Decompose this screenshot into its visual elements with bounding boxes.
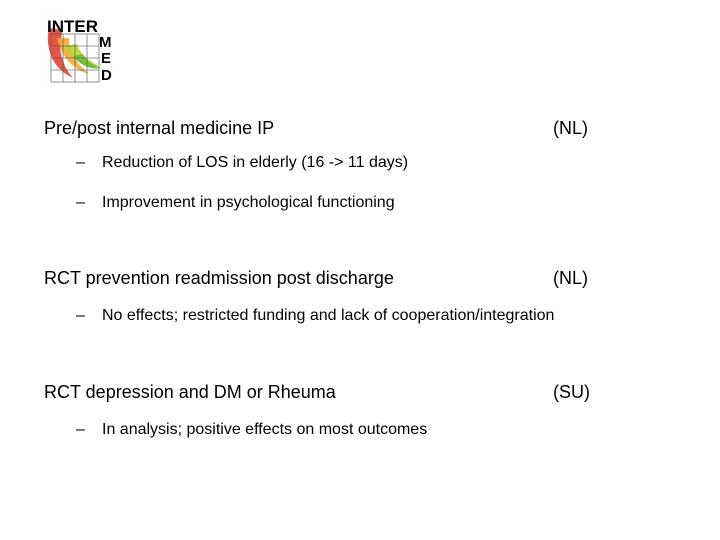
svg-text:D: D (101, 67, 112, 84)
study-1-tag: (NL) (553, 118, 588, 138)
point-text: In analysis; positive effects on most outcomes (102, 421, 428, 438)
study-2-tag: (NL) (553, 268, 588, 288)
study-2-title: RCT prevention readmission post discharge (44, 268, 394, 288)
point-text: No effects; restricted funding and lack of cooperation/integration (102, 307, 555, 324)
svg-text:INTER: INTER (47, 17, 98, 36)
study-1-title: Pre/post internal medicine IP (44, 118, 275, 138)
study-3-title: RCT depression and DM or Rheuma (44, 382, 336, 402)
bullet-dash: – (76, 194, 85, 211)
study-3-tag: (SU) (553, 382, 590, 402)
bullet-dash: – (76, 421, 85, 438)
intermed-logo-graphic (43, 16, 115, 86)
svg-text:M: M (99, 34, 112, 51)
study-2-point-1 (76, 307, 554, 325)
svg-text:E: E (101, 50, 112, 67)
point-text: Improvement in psychological functioning (102, 194, 395, 211)
point-text: Reduction of LOS in elderly (16 -> 11 days) (102, 154, 409, 171)
study-3-point-1 (76, 421, 427, 439)
bullet-dash: – (76, 154, 85, 171)
study-1-point-2 (76, 194, 395, 212)
intermed-logo (43, 16, 115, 86)
bullet-dash: – (76, 307, 85, 324)
study-1-point-1 (76, 154, 408, 172)
